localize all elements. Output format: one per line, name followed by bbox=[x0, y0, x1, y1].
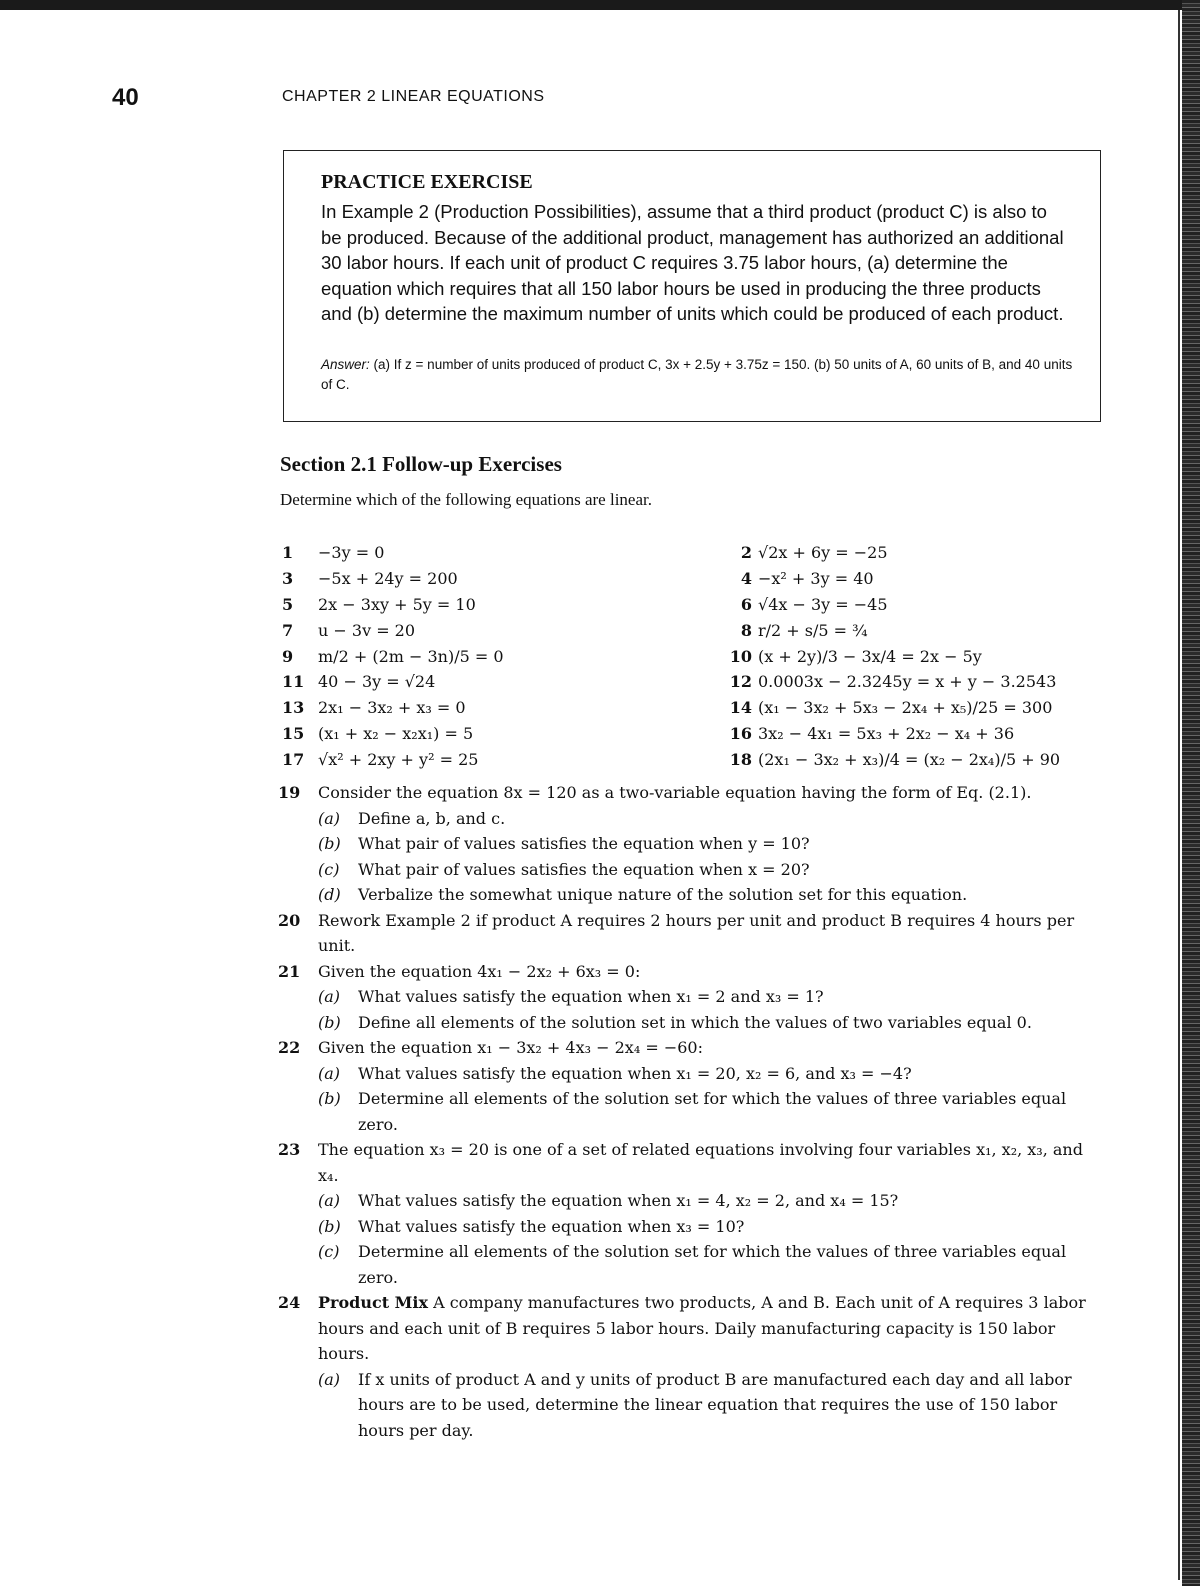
subpart-label: (a) bbox=[318, 1191, 341, 1210]
problem-text: Given the equation 4x₁ − 2x₂ + 6x₃ = 0: bbox=[318, 961, 641, 981]
problem-24 bbox=[278, 1290, 1108, 1443]
exercise-item bbox=[720, 595, 888, 614]
exercise-number: 2 bbox=[740, 543, 752, 563]
exercise-number: 1 bbox=[282, 543, 294, 563]
problem-number: 23 bbox=[278, 1140, 301, 1159]
exercise-item bbox=[720, 672, 1056, 691]
subpart bbox=[318, 1367, 1108, 1444]
subpart-text: What values satisfy the equation when x₁ = 4, x₂ = 2, and x₄ = 15? bbox=[358, 1191, 899, 1210]
problem-20 bbox=[278, 908, 1108, 959]
exercise-item bbox=[720, 698, 1052, 717]
exercise-number: 10 bbox=[729, 646, 752, 666]
exercise-number: 11 bbox=[282, 672, 305, 692]
exercise-number: 3 bbox=[282, 569, 294, 589]
exercise-row bbox=[282, 721, 1122, 747]
exercise-item bbox=[282, 750, 720, 769]
subpart-text: If x units of product A and y units of product B are manufactured each day and all labor hours are to be used, determine the linear equation that requires the use of 150 labor hours per day. bbox=[358, 1369, 1072, 1440]
exercise-number: 16 bbox=[729, 723, 752, 743]
subpart bbox=[318, 1214, 1108, 1240]
subpart-text: What values satisfy the equation when x₁ = 2 and x₃ = 1? bbox=[358, 987, 824, 1006]
practice-exercise-answer bbox=[321, 355, 1081, 395]
practice-exercise-box bbox=[283, 150, 1101, 422]
subpart-label: (c) bbox=[318, 1242, 340, 1261]
exercise-item bbox=[282, 621, 720, 640]
exercise-item bbox=[720, 569, 874, 588]
subpart bbox=[318, 1086, 1108, 1137]
exercise-item bbox=[720, 724, 1014, 743]
exercise-item bbox=[282, 595, 720, 614]
problem-text: Rework Example 2 if product A requires 2 hours per unit and product B requires 4 hours per unit. bbox=[318, 910, 1075, 955]
exercise-item bbox=[720, 647, 982, 666]
problem-number: 19 bbox=[278, 783, 301, 802]
subpart bbox=[318, 806, 1108, 832]
problem-number: 24 bbox=[278, 1293, 301, 1312]
exercise-item bbox=[282, 698, 720, 717]
subpart-label: (b) bbox=[318, 1216, 341, 1236]
exercise-number: 18 bbox=[729, 749, 752, 769]
exercise-item bbox=[282, 672, 720, 691]
exercise-equation: r/2 + s/5 = ¾ bbox=[758, 620, 868, 640]
exercise-equation: (2x₁ − 3x₂ + x₃)/4 = (x₂ − 2x₄)/5 + 90 bbox=[758, 749, 1061, 769]
subpart-label: (a) bbox=[318, 1369, 341, 1389]
subpart-label: (b) bbox=[318, 834, 341, 853]
exercise-number: 13 bbox=[282, 698, 305, 718]
subpart bbox=[318, 882, 1108, 908]
problem-number: 22 bbox=[278, 1038, 301, 1057]
exercise-row bbox=[282, 669, 1122, 695]
exercise-number: 5 bbox=[282, 594, 294, 614]
exercise-equation: √x² + 2xy + y² = 25 bbox=[318, 749, 479, 769]
exercise-number: 7 bbox=[282, 620, 294, 640]
subpart bbox=[318, 984, 1108, 1010]
exercise-item bbox=[720, 543, 888, 562]
subpart-label: (b) bbox=[318, 1089, 341, 1108]
problem-text: Consider the equation 8x = 120 as a two-variable equation having the form of Eq. (2.1). bbox=[318, 783, 1032, 802]
subpart-label: (a) bbox=[318, 987, 341, 1006]
exercise-number: 17 bbox=[282, 749, 305, 769]
problem-topic: Product Mix bbox=[318, 1293, 428, 1312]
subpart-label: (b) bbox=[318, 1012, 341, 1032]
scan-right-edge bbox=[1182, 0, 1200, 1586]
subpart bbox=[318, 1239, 1108, 1290]
subpart-text: Determine all elements of the solution set for which the values of three variables equal zero. bbox=[358, 1089, 1067, 1134]
problem-21 bbox=[278, 959, 1108, 1036]
exercise-equation: −x² + 3y = 40 bbox=[758, 569, 874, 589]
subpart-text: Verbalize the somewhat unique nature of the solution set for this equation. bbox=[358, 885, 968, 904]
subpart bbox=[318, 1010, 1108, 1036]
exercise-number: 15 bbox=[282, 723, 305, 743]
practice-exercise-body: In Example 2 (Production Possibilities), assume that a third product (product C) is also to be produced. Because of the additional product, management has authorized an additional 30 labor hours. If each unit of product C requires 3.75 labor hours, (a) determine the equation which requires that all 150 labor hours be used in producing the three products and (b) determine the maximum number of units which could be produced of each product. bbox=[321, 201, 1064, 324]
subpart-text: What pair of values satisfies the equation when x = 20? bbox=[358, 859, 810, 879]
problem-23 bbox=[278, 1137, 1108, 1290]
scan-top-edge bbox=[0, 0, 1200, 10]
exercise-equation: −5x + 24y = 200 bbox=[318, 569, 458, 589]
problem-text: The equation x₃ = 20 is one of a set of related equations involving four variables x₁, x₂, x₃, and x₄. bbox=[318, 1140, 1083, 1185]
problem-body: A company manufactures two products, A and B. Each unit of A requires 3 labor hours and each unit of B requires 5 labor hours. Daily manufacturing capacity is 150 labor hours. bbox=[318, 1293, 1086, 1363]
exercise-row bbox=[282, 592, 1122, 618]
subpart-label: (a) bbox=[318, 1063, 341, 1083]
running-head: CHAPTER 2 LINEAR EQUATIONS bbox=[282, 88, 545, 105]
exercise-equation: 0.0003x − 2.3245y = x + y − 3.2543 bbox=[758, 672, 1057, 692]
subpart-text: What values satisfy the equation when x₁ = 20, x₂ = 6, and x₃ = −4? bbox=[358, 1063, 912, 1083]
exercise-item bbox=[282, 543, 720, 562]
subpart-text: What values satisfy the equation when x₃ = 10? bbox=[358, 1216, 745, 1236]
page-number: 40 bbox=[112, 84, 139, 111]
exercise-equation: m/2 + (2m − 3n)/5 = 0 bbox=[318, 646, 504, 666]
exercise-equation: √4x − 3y = −45 bbox=[758, 594, 888, 614]
exercise-number: 4 bbox=[740, 569, 752, 589]
exercise-row bbox=[282, 617, 1122, 643]
scan-binding-line bbox=[1178, 10, 1180, 1580]
subpart bbox=[318, 1188, 1108, 1214]
section-intro: Determine which of the following equations are linear. bbox=[280, 490, 652, 509]
subpart-label: (c) bbox=[318, 859, 340, 879]
exercise-equation: 40 − 3y = √24 bbox=[318, 672, 436, 692]
exercise-row bbox=[282, 566, 1122, 592]
exercise-list bbox=[282, 540, 1122, 772]
exercise-equation: u − 3v = 20 bbox=[318, 620, 416, 640]
subpart-text: Define all elements of the solution set in which the values of two variables equal 0. bbox=[358, 1012, 1032, 1032]
exercise-row bbox=[282, 540, 1122, 566]
exercise-item bbox=[282, 724, 720, 743]
subpart-text: What pair of values satisfies the equation when y = 10? bbox=[358, 834, 810, 853]
subpart bbox=[318, 1061, 1108, 1087]
subpart-label: (a) bbox=[318, 808, 341, 828]
subpart bbox=[318, 857, 1108, 883]
exercise-number: 9 bbox=[282, 646, 294, 666]
exercise-item bbox=[720, 750, 1060, 769]
exercise-row bbox=[282, 746, 1122, 772]
exercise-equation: √2x + 6y = −25 bbox=[758, 543, 888, 563]
problem-number: 20 bbox=[278, 910, 301, 930]
exercise-row bbox=[282, 643, 1122, 669]
exercise-item bbox=[282, 569, 720, 588]
exercise-equation: 2x − 3xy + 5y = 10 bbox=[318, 594, 476, 614]
answer-text: (a) If z = number of units produced of product C, 3x + 2.5y + 3.75z = 150. (b) 50 units of A, 60 units of B, and 40 units of C. bbox=[321, 357, 1073, 392]
problem-19 bbox=[278, 780, 1108, 908]
word-problems bbox=[278, 780, 1108, 1443]
exercise-number: 6 bbox=[740, 594, 752, 614]
exercise-item bbox=[720, 621, 868, 640]
subpart-label: (d) bbox=[318, 885, 341, 904]
exercise-number: 12 bbox=[729, 672, 752, 692]
problem-number: 21 bbox=[278, 961, 301, 981]
exercise-number: 8 bbox=[740, 620, 752, 640]
exercise-equation: 2x₁ − 3x₂ + x₃ = 0 bbox=[318, 698, 466, 718]
answer-label: Answer: bbox=[321, 357, 370, 372]
subpart bbox=[318, 831, 1108, 857]
exercise-number: 14 bbox=[729, 698, 752, 718]
problem-text: Given the equation x₁ − 3x₂ + 4x₃ − 2x₄ = −60: bbox=[318, 1038, 703, 1057]
exercise-equation: (x₁ + x₂ − x₂x₁) = 5 bbox=[318, 723, 474, 743]
exercise-equation: (x₁ − 3x₂ + 5x₃ − 2x₄ + x₅)/25 = 300 bbox=[758, 698, 1053, 718]
subpart-text: Determine all elements of the solution set for which the values of three variables equal zero. bbox=[358, 1242, 1067, 1287]
exercise-equation: 3x₂ − 4x₁ = 5x₃ + 2x₂ − x₄ + 36 bbox=[758, 723, 1015, 743]
problem-22 bbox=[278, 1035, 1108, 1137]
exercise-item bbox=[282, 647, 720, 666]
section-title: Section 2.1 Follow-up Exercises bbox=[280, 452, 562, 476]
exercise-equation: −3y = 0 bbox=[318, 543, 385, 563]
subpart-text: Define a, b, and c. bbox=[358, 808, 506, 828]
problem-text bbox=[318, 1290, 1108, 1367]
exercise-row bbox=[282, 695, 1122, 721]
practice-exercise-title: PRACTICE EXERCISE bbox=[321, 171, 533, 193]
exercise-equation: (x + 2y)/3 − 3x/4 = 2x − 5y bbox=[758, 646, 982, 666]
